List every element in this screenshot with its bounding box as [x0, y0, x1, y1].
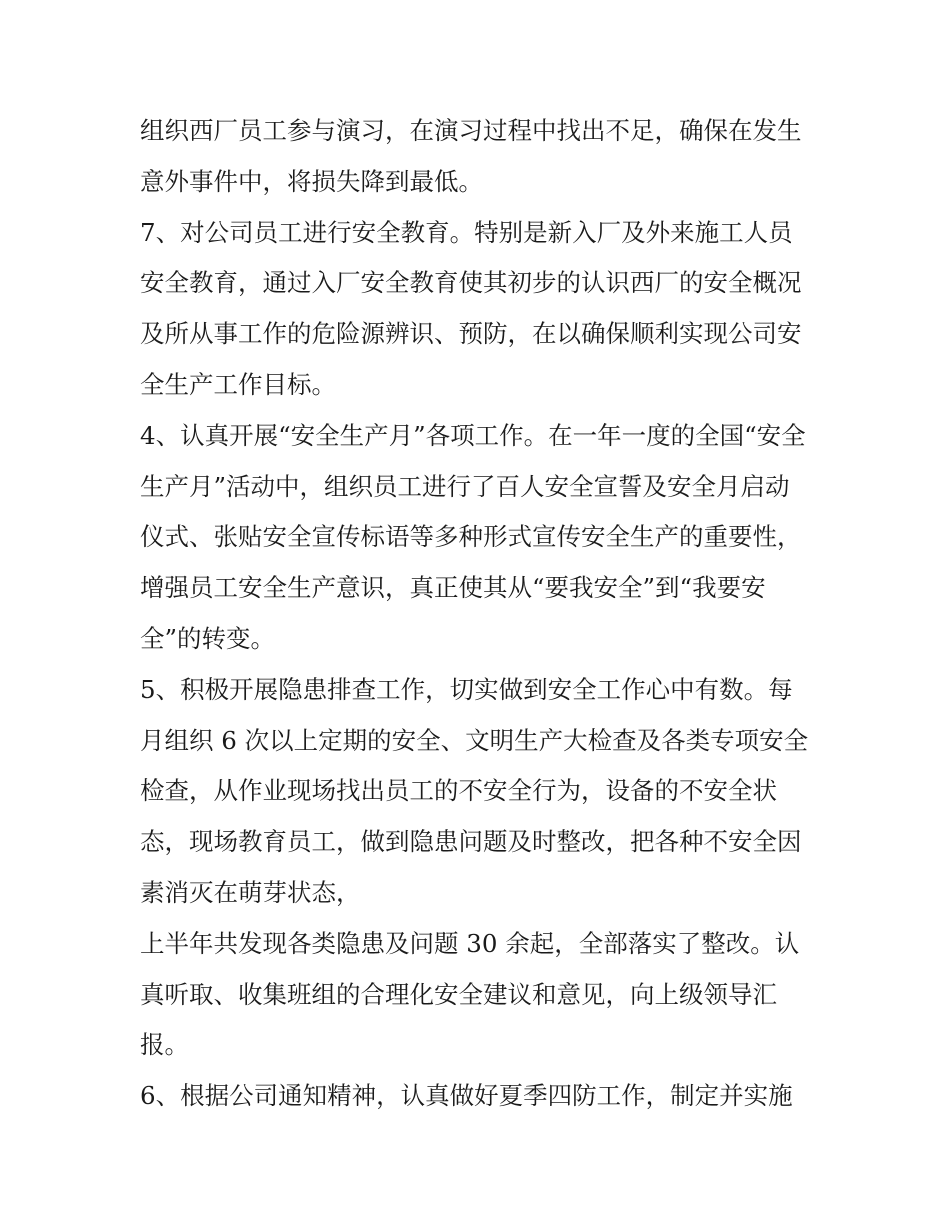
text-line: 5、积极开展隐患排查工作，切实做到安全工作心中有数。每 — [140, 674, 793, 704]
text-line: 上半年共发现各类隐患及问题 30 余起，全部落实了整改。认 — [140, 928, 800, 958]
text-line: 安全教育，通过入厂安全教育使其初步的认识西厂的安全概况 — [140, 268, 802, 298]
text-line: 检查，从作业现场找出员工的不安全行为，设备的不安全状 — [140, 776, 777, 806]
text-line: 增强员工安全生产意识，真正使其从“要我安全”到“我要安 — [140, 573, 766, 603]
text-line: 及所从事工作的危险源辨识、预防，在以确保顺利实现公司安 — [140, 319, 802, 349]
text-line: 7、对公司员工进行安全教育。特别是新入厂及外来施工人员 — [140, 217, 793, 247]
document-body — [140, 106, 820, 1122]
text-line: 态，现场教育员工，做到隐患问题及时整改，把各种不安全因 — [140, 827, 802, 857]
text-line: 月组织 6 次以上定期的安全、文明生产大检查及各类专项安全 — [140, 725, 809, 755]
text-line: 真听取、收集班组的合理化安全建议和意见，向上级领导汇 — [140, 979, 777, 1009]
text-line: 6、根据公司通知精神，认真做好夏季四防工作，制定并实施 — [140, 1081, 793, 1111]
text-line: 仪式、张贴安全宣传标语等多种形式宣传安全生产的重要性， — [140, 522, 802, 552]
text-line: 报。 — [140, 1030, 189, 1060]
text-line: 组织西厂员工参与演习，在演习过程中找出不足，确保在发生 — [140, 116, 802, 145]
text-line: 素消灭在萌芽状态， — [140, 877, 361, 907]
text-line: 全生产工作目标。 — [140, 369, 336, 399]
text-line: 生产月”活动中，组织员工进行了百人安全宣誓及安全月启动 — [140, 471, 790, 501]
text-line: 意外事件中，将损失降到最低。 — [140, 166, 483, 196]
text-line: 全”的转变。 — [140, 623, 276, 653]
text-line: 4、认真开展“安全生产月”各项工作。在一年一度的全国“安全 — [140, 420, 806, 450]
